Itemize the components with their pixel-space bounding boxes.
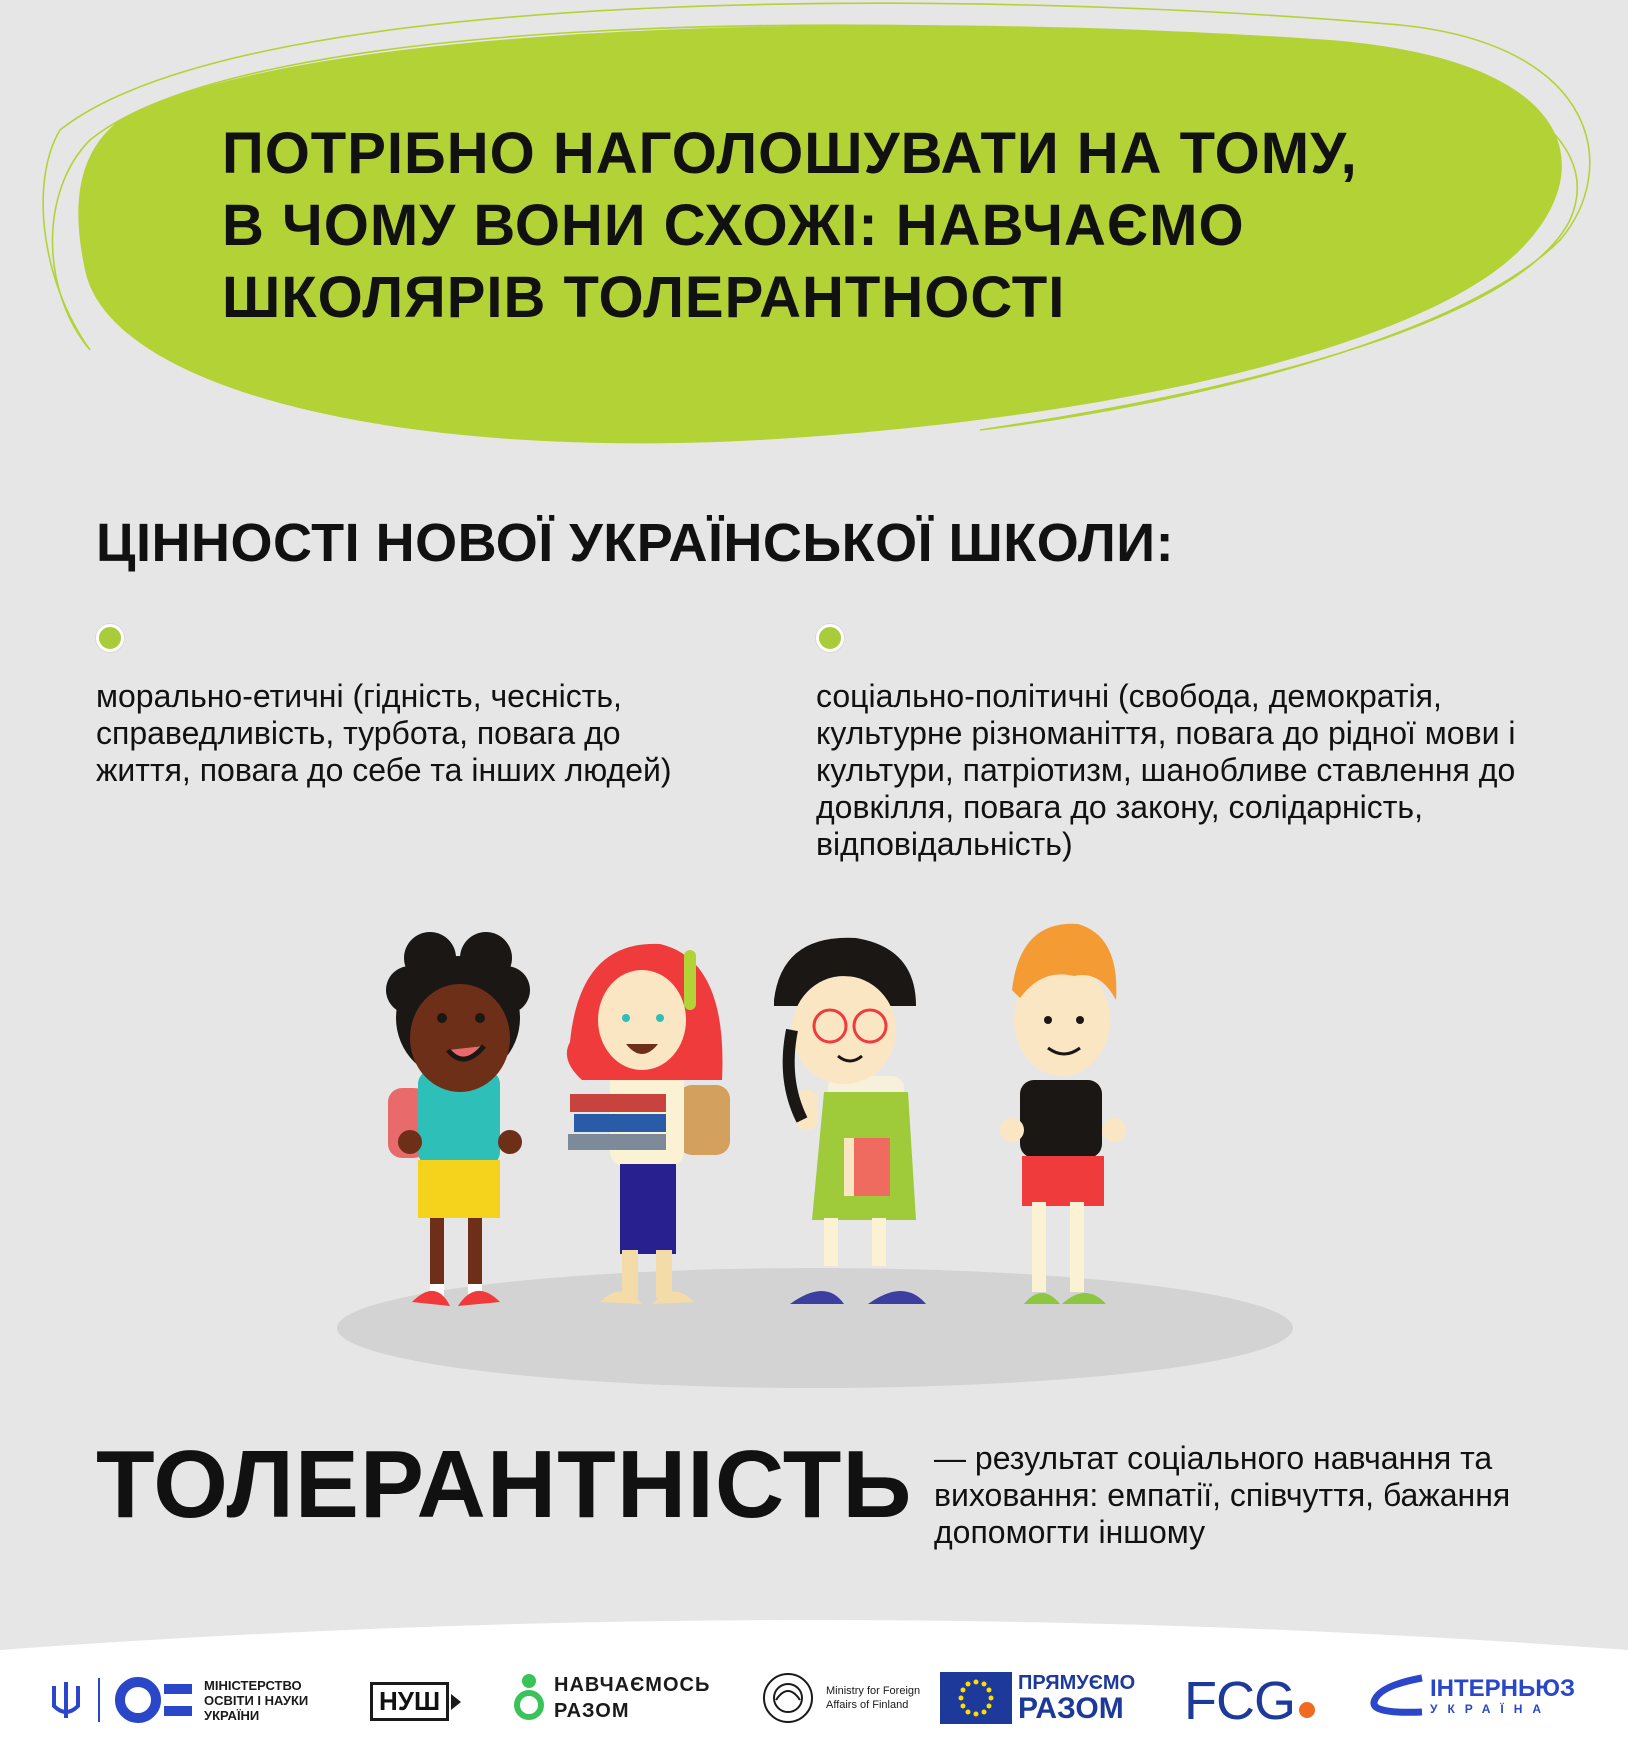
value-text: соціально-політичні (свобода, демократія, культурне різноманіття, повага до рідної мови і культури, патріотизм, шанобливе ставлення до довкілля, повага до закону, солідарність, відповідальність) [816,678,1516,862]
fcg-logo [1184,1670,1315,1732]
finland-emblem-icon [760,1670,816,1726]
finland-line: Ministry for Foreign [826,1685,921,1697]
learn-together-icon [514,1673,544,1723]
boy-with-curly-hair [386,932,530,1306]
internews-mark-icon [1368,1672,1426,1720]
eu-line: ПРЯМУЄМО [1018,1672,1136,1694]
title-line: ШКОЛЯРІВ ТОЛЕРАНТНОСТІ [222,265,1066,330]
learn-together-line: РАЗОМ [554,1700,630,1722]
ministry-logo [48,1676,308,1724]
ministry-mark-icon [114,1676,194,1724]
trident-icon [48,1678,84,1722]
internews-logo [1368,1672,1575,1720]
internews-line: УКРАЇНА [1430,1702,1552,1716]
ministry-name-line: ОСВІТИ І НАУКИ [204,1692,309,1708]
bullet-dot [96,624,124,652]
value-item-moral-ethical [96,624,716,789]
children-illustration [330,880,1300,1400]
learn-together-logo [514,1672,710,1724]
finland-line: Affairs of Finland [826,1699,909,1711]
ministry-name-line: МІНІСТЕРСТВО [204,1677,302,1693]
internews-line: ІНТЕРНЬЮЗ [1430,1675,1576,1702]
fcg-text: FCG [1184,1671,1295,1731]
finland-ministry-logo [760,1670,920,1726]
value-item-socio-political [816,624,1536,863]
eu-flag-icon [940,1672,1012,1724]
learn-together-line: НАВЧАЄМОСЬ [554,1674,711,1696]
values-heading: ЦІННОСТІ НОВОЇ УКРАЇНСЬКОЇ ШКОЛИ: [96,513,1175,573]
title-line: В ЧОМУ ВОНИ СХОЖІ: НАВЧАЄМО [222,193,1245,258]
eu-logo [940,1672,1135,1724]
ministry-name-line: УКРАЇНИ [204,1707,260,1723]
title-line: ПОТРІБНО НАГОЛОШУВАТИ НА ТОМУ, [222,121,1358,186]
arrow-right-icon [449,1692,463,1712]
nush-text: НУШ [370,1682,449,1721]
bullet-dot [816,624,844,652]
tolerance-definition: — результат соціального навчання та виховання: емпатії, співчуття, бажання допомогти іншому [934,1440,1511,1550]
nush-logo [370,1682,463,1721]
page-title [222,118,1422,334]
value-text: морально-етичні (гідність, чесність, справедливість, турбота, повага до життя, повага до себе та інших людей) [96,678,672,788]
footer-logos [0,1616,1628,1763]
girl-with-red-hair [567,944,730,1304]
fcg-dot-icon [1299,1702,1315,1718]
girl-with-glasses [774,938,926,1304]
boy-with-orange-hair [1000,924,1126,1304]
eu-line: РАЗОМ [1018,1692,1124,1725]
tolerance-term: ТОЛЕРАНТНІСТЬ [96,1431,913,1538]
